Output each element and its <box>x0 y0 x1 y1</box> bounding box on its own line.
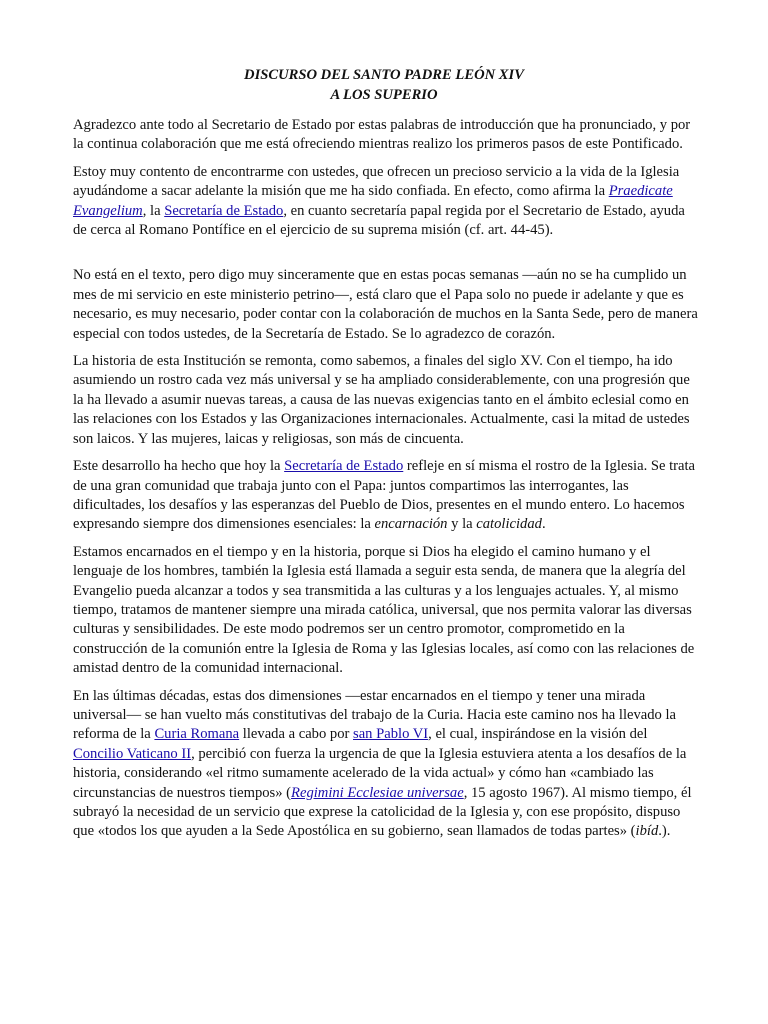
text-span: , el cual, inspirándose en la visión del <box>428 726 648 743</box>
regimini-ecclesiae-universae-link[interactable] <box>291 785 464 801</box>
text-span: Este desarrollo ha hecho que hoy la <box>73 458 285 475</box>
text-span: .). <box>658 823 671 840</box>
paragraph-4: La historia de esta Institución se remonta, como sabemos, a finales del siglo XV. Con el tiempo, ha ido asumiendo un rostro cada vez más universal y se ha ampliado considerablemente, con una progresión que la ha llevado a asumir nuevas tareas, a causa de las nuevas exigencias tanto en el ámbito eclesial como en las relaciones con los Estados y las Organizaciones internacionales. Actualmente, casi la mitad de ustedes son laicos. Y las mujeres, laicas y religiosas, son más de cincuenta. <box>73 353 690 447</box>
emphasis-encarnacion: encarnación <box>374 516 448 533</box>
paragraph-7 <box>73 687 698 842</box>
text-span: En las últimas décadas, estas dos dimensiones —estar encarnados en el tiempo y tener una mirada universal— se han vuelto más constitutivas del trabajo de la Curia. Hacia este camino nos ha llevado la reforma de la <box>73 687 677 743</box>
curia-romana-link[interactable]: Curia Romana <box>154 726 240 743</box>
san-pablo-vi-link[interactable]: san Pablo VI <box>353 726 429 743</box>
paragraph-1: Agradezco ante todo al Secretario de Estado por estas palabras de introducción que ha pronunciado, y por la continua colaboración que me está ofreciendo mientras realizo los primeros pasos de este Pontificado. <box>73 117 691 153</box>
text-span: . <box>541 516 546 533</box>
link-text: Praedicate Evangelium <box>73 183 673 219</box>
paragraph-3: No está en el texto, pero digo muy sinceramente que en estas pocas semanas —aún no se ha cumplido un mes de mi servicio en este ministerio petrino—, está claro que el Papa solo no puede ir adelante y que es necesario, es muy necesario, poder contar con la colaboración de muchos en la Santa Sede, pero de manera especial con todos ustedes, de la Secretaría de Estado. Se lo agradezco de corazón. <box>73 267 698 342</box>
text-span: , la <box>142 202 165 219</box>
paragraph-5 <box>73 457 698 535</box>
page-title <box>0 66 768 105</box>
secretaria-de-estado-link-2[interactable]: Secretaría de Estado <box>284 458 404 475</box>
secretaria-de-estado-link[interactable]: Secretaría de Estado <box>164 202 284 219</box>
title-line-1: DISCURSO DEL SANTO PADRE LEÓN XIV <box>244 67 524 83</box>
link-text: Regimini Ecclesiae universae <box>291 784 464 801</box>
text-span: Estoy muy contento de encontrarme con ustedes, que ofrecen un precioso servicio a la vida de la Iglesia ayudándome a sacar adelante la misión que me ha sido confiada. En efecto, como afirma la <box>73 163 680 200</box>
text-span: , 15 agosto 1967). Al mismo tiempo, él subrayó la necesidad de un servicio que exprese la catolicidad de la Iglesia y, con ese propósito, dispuso que «todos los que ayuden a la Sede Apostólica en su gobierno, sean llamados de todas partes» ( <box>73 784 692 840</box>
text-span: llevada a cabo por <box>239 726 354 743</box>
text-span: , en cuanto secretaría papal regida por el Secretario de Estado, ayuda de cerca al Romano Pontífice en el ejercicio de su suprema misión (cf. art. 44-45). <box>73 202 685 239</box>
document-body <box>73 116 698 850</box>
paragraph-2 <box>73 163 698 241</box>
text-span: y la <box>447 516 477 533</box>
concilio-vaticano-ii-link[interactable]: Concilio Vaticano II <box>73 745 192 762</box>
paragraph-6: Estamos encarnados en el tiempo y en la historia, porque si Dios ha elegido el camino humano y el lenguaje de los hombres, también la Iglesia está llamada a seguir esta senda, de manera que la alegría del Evangelio pueda alcanzar a todos y sea transmitida a las culturas y a los lenguajes actuales. Y, al mismo tiempo, tratamos de mantener siempre una mirada católica, universal, que nos permita valorar las diversas culturas y sensibilidades. De este modo podremos ser un centro promotor, comprometido en la construcción de la comunión entre la Iglesia de Roma y las Iglesias locales, así como con las relaciones de amistad dentro de la comunidad internacional. <box>73 543 695 677</box>
text-span: , percibió con fuerza la urgencia de que la Iglesia estuviera atenta a los desafíos de la historia, considerando «el ritmo sumamente acelerado de la vida actual» y cómo han «cambiado las circunstancias de nuestros tiempos» ( <box>73 745 687 801</box>
title-line-2: A LOS SUPERIO <box>330 86 438 103</box>
emphasis-ibid: ibíd <box>635 823 659 840</box>
text-span: refleje en sí misma el rostro de la Iglesia. Se trata de una gran comunidad que trabaja junto con el Papa: juntos compartimos las interrogantes, las dificultades, los desafíos y las esperanzas del Pueblo de Dios, presentes en el mundo entero. Lo hacemos expresando siempre dos dimensiones esenciales: la <box>73 458 696 533</box>
emphasis-catolicidad: catolicidad <box>476 516 542 533</box>
